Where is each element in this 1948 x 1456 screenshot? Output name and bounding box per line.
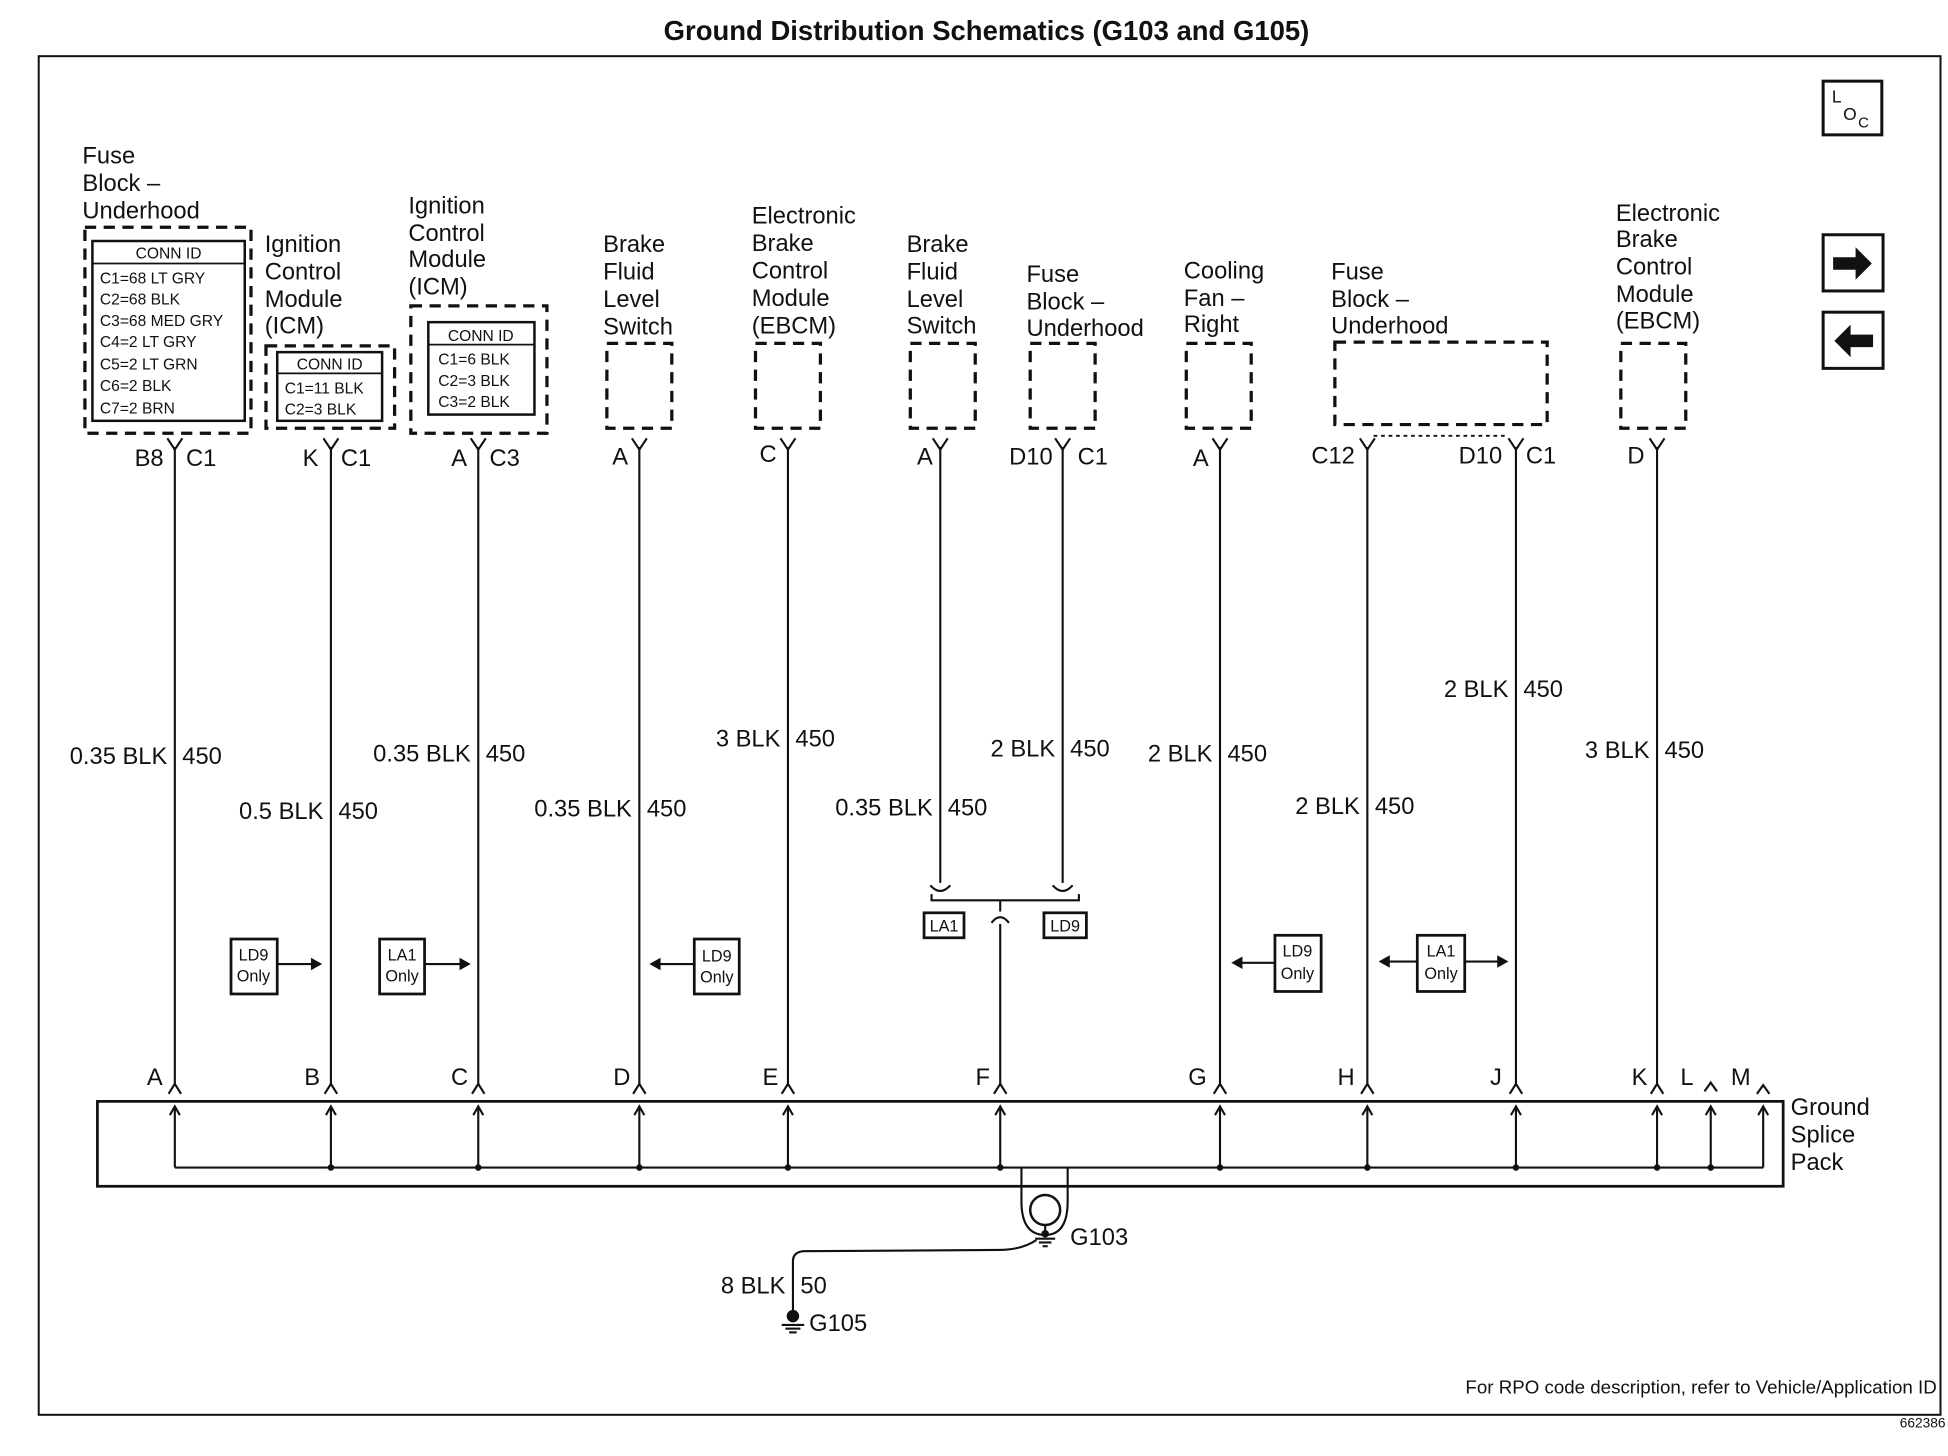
pin-label: C <box>759 442 777 469</box>
wire-circuit: 450 <box>795 726 836 753</box>
pin-label: D10 <box>1458 443 1503 470</box>
pin-label: A <box>612 444 629 471</box>
option-note-line: Only <box>1424 964 1458 983</box>
terminal-chevron <box>1704 1083 1716 1092</box>
pin-label: A <box>451 445 468 472</box>
terminal-chevron <box>1361 1084 1373 1094</box>
junction-dot <box>785 1164 791 1170</box>
component-label-line: Fuse <box>1026 262 1080 289</box>
ground-eyelet <box>1030 1195 1060 1225</box>
component-label-line: Brake <box>906 232 969 259</box>
wire-size-color: 0.35 BLK <box>373 741 471 768</box>
component-outline <box>1030 343 1095 428</box>
wire-size-color: 3 BLK <box>715 726 781 753</box>
connector-label: C3 <box>489 445 520 472</box>
junction-dot <box>328 1164 334 1170</box>
component-label-line: Fuse <box>1331 259 1384 286</box>
connector-label: C1 <box>340 445 372 472</box>
arrow-left-icon <box>1231 957 1242 969</box>
splice-pack-label-line: Splice <box>1790 1122 1856 1149</box>
component-label-line: (EBCM) <box>751 313 837 340</box>
component-fuse-block-underhood <box>1009 262 1144 470</box>
splice-terminal-label: F <box>975 1065 990 1092</box>
wire-size-color: 0.35 BLK <box>534 796 632 823</box>
wire-circuit: 450 <box>338 799 378 826</box>
wire-labels <box>70 677 1704 825</box>
option-note <box>231 939 322 994</box>
component-label-line: Switch <box>603 314 673 341</box>
splice-internal-leads <box>170 1106 1768 1167</box>
connector-id-table <box>92 241 244 421</box>
pin-label: A <box>916 444 933 471</box>
ground-point <box>1041 1230 1048 1237</box>
option-tag-label: LD9 <box>1050 917 1081 936</box>
splice-terminal-label: G <box>1188 1065 1207 1092</box>
connector-id-row: C2=3 BLK <box>284 401 357 419</box>
component-label-line: Fuse <box>82 143 136 170</box>
pin-label: C12 <box>1311 443 1355 470</box>
component-cooling-fan-right <box>1184 258 1264 471</box>
junction-dot <box>636 1164 642 1170</box>
component-fuse-block-underhood <box>82 144 251 472</box>
option-note-line: Only <box>236 967 271 986</box>
connector-id-row: C1=11 BLK <box>284 380 364 398</box>
option-note-line: Only <box>1280 964 1315 983</box>
component-fuse-block-underhood <box>1311 260 1556 470</box>
splice-terminal-label: B <box>304 1065 321 1092</box>
component-label-line: (EBCM) <box>1615 308 1701 335</box>
terminal-chevron <box>994 1084 1006 1094</box>
ground-label: G103 <box>1070 1224 1129 1251</box>
option-note-line: LD9 <box>1282 942 1313 961</box>
wire-circuit: 450 <box>947 795 988 822</box>
terminal-chevron <box>1757 1085 1769 1094</box>
connector-id-row: C7=2 BRN <box>99 400 175 418</box>
ground-splice-pack <box>97 1065 1869 1186</box>
splice-terminal-label: M <box>1730 1065 1751 1092</box>
component-label-line: Underhood <box>82 198 200 225</box>
splice-terminal-label: E <box>762 1065 779 1092</box>
component-label-line: Control <box>264 259 342 286</box>
junction-dot <box>475 1164 481 1170</box>
pin-label: D10 <box>1009 444 1053 471</box>
wire-circuit: 450 <box>1664 737 1705 764</box>
arrow-right-icon <box>460 958 471 970</box>
wire-size-color: 2 BLK <box>1443 676 1509 703</box>
junction-dot <box>1364 1164 1370 1170</box>
component-brake-fluid-level-switch <box>603 232 673 470</box>
component-label-line: Electronic <box>1615 201 1720 228</box>
terminal-chevron <box>169 1084 181 1094</box>
option-note <box>1231 935 1321 991</box>
component-label-line: Fluid <box>603 259 655 286</box>
ground-icon <box>1035 1225 1055 1246</box>
component-outline <box>910 343 975 428</box>
connector-id-row: C3=68 MED GRY <box>99 312 224 330</box>
wire-size-color: 0.5 BLK <box>239 799 324 826</box>
loc-icon[interactable] <box>1823 81 1882 135</box>
junction-dot <box>1654 1164 1660 1170</box>
splice-terminal-label: H <box>1337 1065 1355 1092</box>
junction-dot <box>997 1164 1003 1170</box>
component-label-line: Block – <box>1331 287 1409 314</box>
connector-symbols <box>167 438 1664 449</box>
connector-id-row: C2=3 BLK <box>438 372 510 390</box>
splice-terminal-labels <box>147 1065 1751 1091</box>
component-label-line: Brake <box>1615 227 1678 254</box>
ground-label: G105 <box>809 1311 868 1338</box>
component-label-line: Switch <box>906 313 977 340</box>
ground-point <box>787 1310 799 1322</box>
option-note-line: LD9 <box>701 947 732 966</box>
component-label-line: Control <box>1615 254 1693 281</box>
rpo-footnote: For RPO code description, refer to Vehicle/Application ID <box>1465 1376 1937 1398</box>
component-label-line: Fan – <box>1183 285 1245 312</box>
splice-terminal-label: J <box>1490 1065 1502 1092</box>
loc-letter: L <box>1831 86 1842 107</box>
component-label-line: Underhood <box>1331 313 1449 340</box>
component-label-line: Brake <box>603 232 666 259</box>
component-label-line: (ICM) <box>408 274 468 301</box>
splice-pack-housing <box>97 1101 1783 1186</box>
connector-id-header: CONN ID <box>296 356 363 374</box>
option-note-line: LA1 <box>1426 942 1456 961</box>
ground-jumper <box>721 1240 1037 1311</box>
connector-label: C1 <box>1525 443 1557 470</box>
splice-terminal-label: L <box>1680 1065 1694 1092</box>
terminal-chevron <box>633 1084 645 1094</box>
ground-g103 <box>1021 1168 1128 1251</box>
wire-size-color: 2 BLK <box>990 736 1056 763</box>
wire-size-color: 0.35 BLK <box>69 744 168 771</box>
component-label-line: Block – <box>82 171 161 198</box>
right-arrow-icon[interactable] <box>1823 235 1883 291</box>
option-note-line: Only <box>385 967 419 986</box>
option-note <box>380 939 471 994</box>
wire-circuit: 50 <box>800 1273 827 1300</box>
wire-size-color: 2 BLK <box>1147 741 1213 768</box>
wire-circuit: 450 <box>485 741 526 768</box>
connector-id-header: CONN ID <box>447 327 514 345</box>
wire-circuit: 450 <box>646 796 687 823</box>
component-label-line: Block – <box>1026 289 1105 316</box>
option-note <box>1379 935 1509 991</box>
wire <box>793 1240 1036 1311</box>
pin-label: D <box>1627 443 1645 470</box>
junction-dot <box>1217 1164 1223 1170</box>
component-label-line: Underhood <box>1026 315 1144 342</box>
wire-circuit: 450 <box>1070 736 1110 763</box>
arrow-right-icon <box>1497 955 1508 967</box>
ground-g105 <box>782 1310 868 1337</box>
connector-id-row: C1=68 LT GRY <box>99 270 206 288</box>
loc-letter: O <box>1843 103 1857 124</box>
connector-id-row: C1=6 BLK <box>438 351 510 369</box>
terminal-chevron <box>1510 1084 1522 1094</box>
figure-id: 662386 <box>1899 1415 1946 1431</box>
page-title: Ground Distribution Schematics (G103 and G105) <box>663 14 1310 46</box>
arrow-left-icon <box>1379 955 1390 967</box>
terminal-chevron <box>472 1084 484 1094</box>
option-note <box>649 939 739 994</box>
component-label-line: Cooling <box>1183 258 1265 285</box>
junction-dot <box>1707 1164 1713 1170</box>
option-tag-label: LA1 <box>929 917 959 936</box>
component-label-line: Electronic <box>751 203 856 230</box>
component-label-line: (ICM) <box>264 313 325 340</box>
wire-circuit: 450 <box>182 744 222 771</box>
connector-id-row: C5=2 LT GRN <box>99 356 198 374</box>
wire-size-color: 8 BLK <box>720 1273 786 1300</box>
pin-label: A <box>1192 445 1209 472</box>
connector-id-table <box>428 322 534 414</box>
component-label-line: Module <box>1615 282 1694 309</box>
option-splice <box>924 885 1086 937</box>
component-outline <box>1186 343 1251 428</box>
splice-terminal-label: A <box>146 1065 163 1092</box>
wire-size-color: 3 BLK <box>1584 737 1650 764</box>
option-note-line: LA1 <box>387 946 417 965</box>
component-label-line: Level <box>603 287 660 314</box>
splice-pack-label-line: Pack <box>1790 1150 1844 1177</box>
pin-label: B8 <box>134 445 164 472</box>
arrow-left-icon <box>649 958 660 970</box>
component-label-line: Module <box>408 247 487 274</box>
junction-dot <box>1513 1164 1519 1170</box>
wire-size-color: 0.35 BLK <box>835 795 933 822</box>
terminal-chevron <box>325 1084 337 1094</box>
splice-hook <box>991 917 1008 923</box>
component-label-line: Control <box>751 258 829 285</box>
terminal-chevron <box>1651 1084 1663 1094</box>
component-electronic-brake-control-module <box>752 204 856 469</box>
connector-id-row: C3=2 BLK <box>438 394 510 412</box>
splice-bar <box>932 894 1079 900</box>
connector-id-row: C2=68 BLK <box>99 291 181 309</box>
connector-label: C1 <box>1077 444 1108 471</box>
component-electronic-brake-control-module <box>1616 201 1720 469</box>
splice-terminal-label: K <box>1631 1065 1648 1092</box>
component-outline <box>1621 343 1686 428</box>
component-label-line: Ignition <box>408 193 485 220</box>
component-label-line: Level <box>906 287 964 314</box>
connector-id-row: C6=2 BLK <box>99 377 172 395</box>
component-brake-fluid-level-switch <box>907 232 977 470</box>
component-outline <box>607 343 672 428</box>
terminal-chevron <box>1214 1084 1226 1094</box>
splice-pack-label-line: Ground <box>1790 1095 1870 1122</box>
left-arrow-icon[interactable] <box>1823 312 1883 368</box>
component-outline <box>755 343 820 428</box>
wire-circuit: 450 <box>1374 794 1415 821</box>
wire-circuit: 450 <box>1523 676 1564 703</box>
component-label-line: Control <box>408 221 485 248</box>
component-label-line: Module <box>264 287 343 314</box>
wire-circuit: 450 <box>1227 741 1268 768</box>
option-note-line: LD9 <box>238 946 269 965</box>
splice-entry-chevrons <box>169 1083 1770 1094</box>
option-note-line: Only <box>700 968 734 987</box>
arrow-right-icon <box>311 958 322 970</box>
connector-id-table <box>277 352 382 421</box>
connector-label: C1 <box>186 445 217 472</box>
pin-label: K <box>302 445 319 472</box>
splice-hook <box>930 885 950 891</box>
connector-id-header: CONN ID <box>135 245 202 263</box>
component-label-line: Ignition <box>264 232 342 259</box>
splice-terminal-label: D <box>613 1065 631 1092</box>
wire-size-color: 2 BLK <box>1295 794 1360 821</box>
component-ignition-control-module <box>265 232 395 472</box>
ground-icon <box>782 1310 804 1332</box>
component-outline <box>1335 342 1547 424</box>
component-label-line: Fluid <box>906 259 958 286</box>
component-label-line: Brake <box>751 230 814 257</box>
terminal-chevron <box>782 1084 794 1094</box>
component-label-line: Right <box>1183 312 1240 339</box>
splice-terminal-label: C <box>450 1065 469 1092</box>
splice-hook <box>1053 885 1073 891</box>
connector-id-row: C4=2 LT GRY <box>99 334 197 352</box>
loc-letter: C <box>1858 114 1869 132</box>
component-ignition-control-module <box>408 194 547 472</box>
component-label-line: Module <box>751 285 830 312</box>
